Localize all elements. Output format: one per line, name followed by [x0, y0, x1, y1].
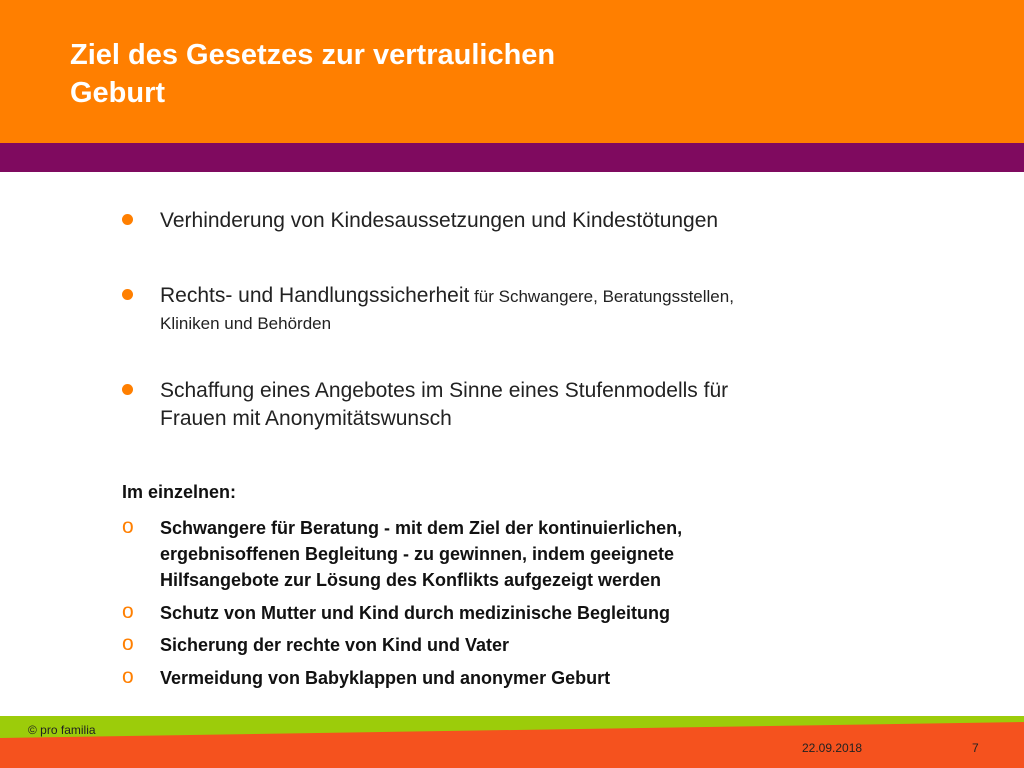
slide-title-line2: Geburt	[70, 77, 166, 109]
bullet-dot-icon	[122, 384, 133, 395]
bullet-text-line2: Frauen mit Anonymitätswunsch	[160, 407, 452, 430]
bullet-text: Verhinderung von Kindesaussetzungen und Kindestötungen	[160, 209, 719, 232]
bullet-text-emphasis: Rechts- und Handlungssicherheit	[160, 284, 470, 307]
page-number: 7	[972, 741, 979, 755]
sub-bullet-text	[160, 515, 880, 593]
bullet-text-detail: für Schwangere, Beratungsstellen,	[469, 287, 734, 306]
slide-date: 22.09.2018	[802, 741, 863, 755]
copyright-text: © pro familia	[28, 723, 96, 737]
ring-bullet-icon: o	[122, 665, 134, 688]
sub-bullet-line3: Hilfsangebote zur Lösung des Konflikts aufgezeigt werden	[160, 570, 662, 590]
subheading: Im einzelnen:	[122, 482, 237, 502]
ring-bullet-icon: o	[122, 515, 134, 538]
bullet-text	[160, 377, 900, 433]
bullet-dot-icon	[122, 214, 133, 225]
bullet-text-continuation: Kliniken und Behörden	[160, 314, 332, 333]
bullet-text-line1: Schaffung eines Angebotes im Sinne eines Stufenmodells für	[160, 379, 729, 402]
sub-bullet-text: Vermeidung von Babyklappen und anonymer Geburt	[160, 668, 611, 688]
slide-title-line1: Ziel des Gesetzes zur vertraulichen	[70, 39, 556, 71]
ring-bullet-icon: o	[122, 632, 134, 655]
ring-bullet-icon: o	[122, 600, 134, 623]
sub-bullet-text: Sicherung der rechte von Kind und Vater	[160, 635, 510, 655]
sub-bullet-text: Schutz von Mutter und Kind durch medizinische Begleitung	[160, 603, 671, 623]
bullet-text	[160, 282, 900, 337]
sub-bullet-line1: Schwangere für Beratung - mit dem Ziel der kontinuierlichen,	[160, 518, 683, 538]
sub-bullet-line2: ergebnisoffenen Begleitung - zu gewinnen, indem geeignete	[160, 544, 675, 564]
bullet-dot-icon	[122, 289, 133, 300]
